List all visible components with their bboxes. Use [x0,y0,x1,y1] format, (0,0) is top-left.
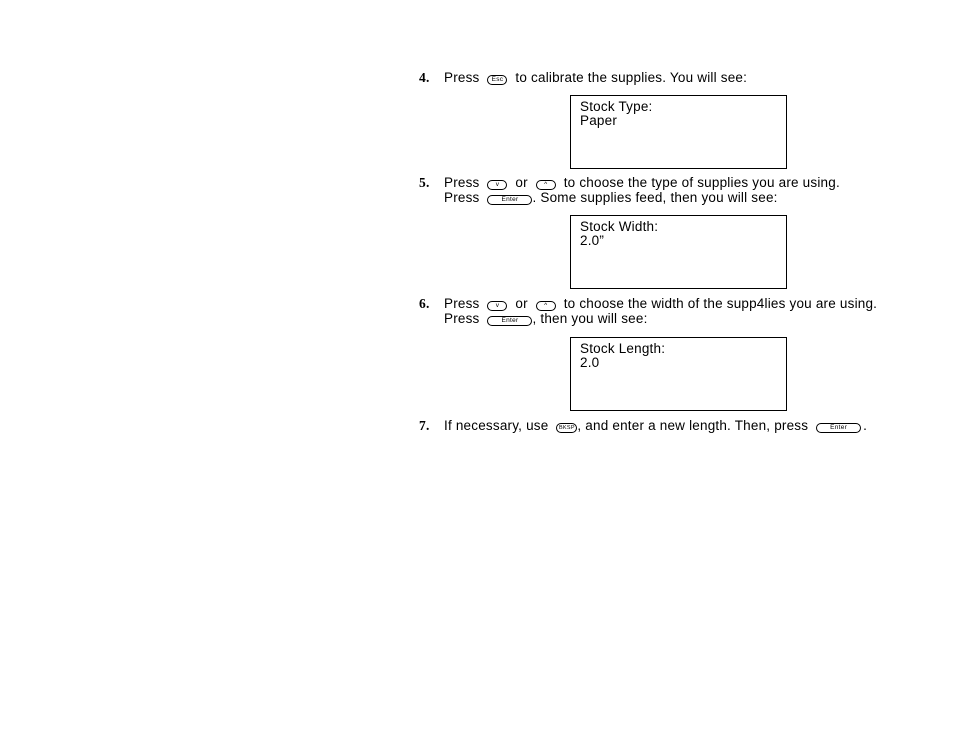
step-number: 7. [419,418,430,433]
display-line-1: Stock Length: [580,341,666,356]
lcd-display-stock-width [570,215,787,289]
step-4 [419,70,748,85]
display-line-1: Stock Width: [580,219,659,234]
enter-key-icon: Enter [487,195,532,205]
instruction-line: Press v or ^ to choose the type of supplies you are using. [444,175,840,190]
step-5 [419,175,840,205]
enter-key-icon: Enter [816,423,861,433]
step-6 [419,296,878,326]
display-line-1: Stock Type: [580,99,653,114]
instruction-line: Press Enter . Some supplies feed, then you will see: [444,190,778,205]
display-line-2: 2.0 [580,355,600,370]
enter-key-icon: Enter [487,316,532,326]
backspace-key-icon: BKSP [556,423,577,433]
instruction-line: Press v or ^ to choose the width of the supp4lies you are using. [444,296,878,311]
step-7 [419,418,868,433]
instruction-line: Press Enter , then you will see: [444,311,648,326]
down-arrow-key-icon: v [487,180,507,190]
instruction-line: Press Esc to calibrate the supplies. You will see: [444,70,748,85]
step-number: 4. [419,70,430,85]
esc-key-icon: Esc [487,75,507,85]
up-arrow-key-icon: ^ [536,180,556,190]
display-line-2: 2.0” [580,233,605,248]
up-arrow-key-icon: ^ [536,301,556,311]
display-line-2: Paper [580,113,618,128]
down-arrow-key-icon: v [487,301,507,311]
step-number: 5. [419,175,430,190]
instruction-line: If necessary, use BKSP , and enter a new length. Then, press Enter . [444,418,868,433]
step-number: 6. [419,296,430,311]
lcd-display-stock-type [570,95,787,169]
lcd-display-stock-length [570,337,787,411]
